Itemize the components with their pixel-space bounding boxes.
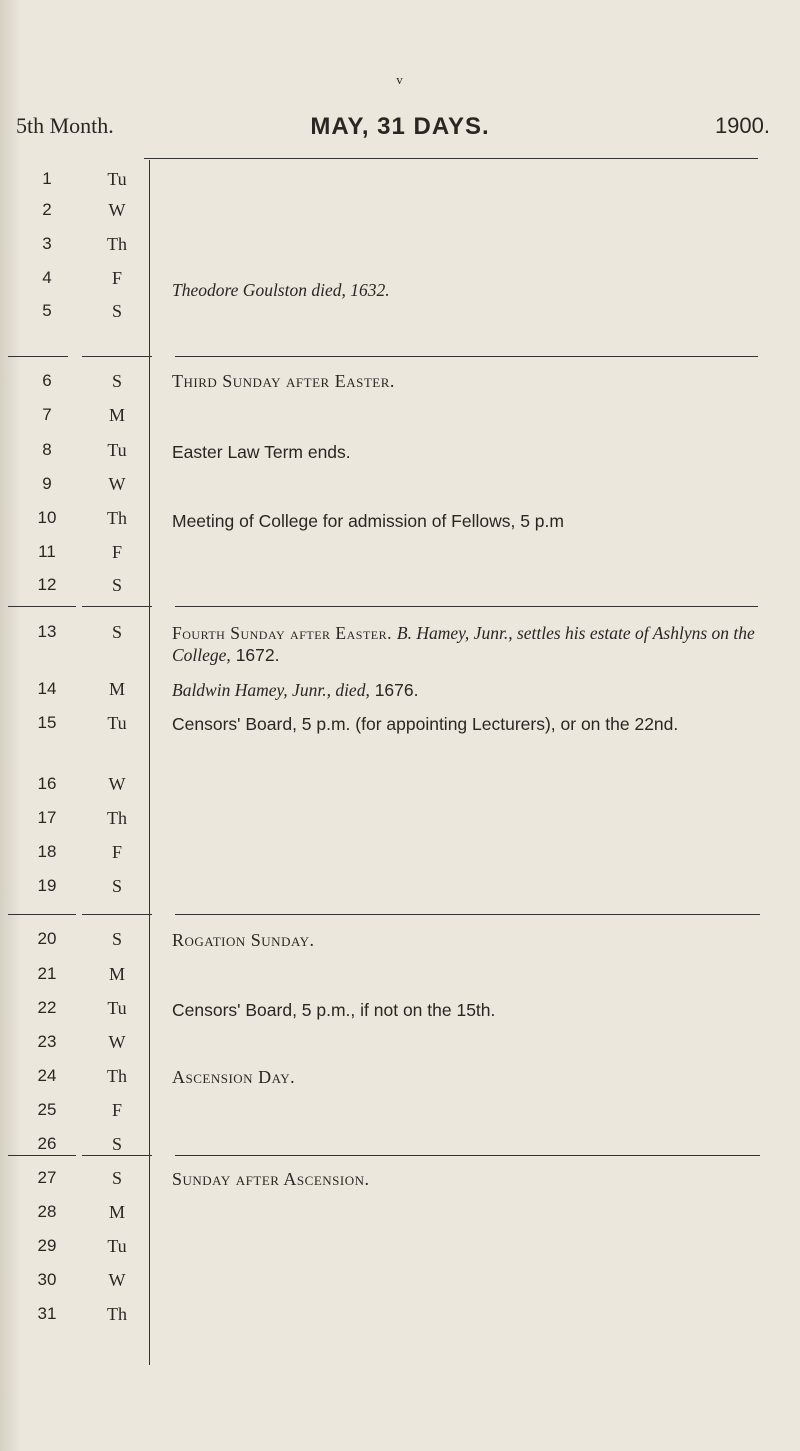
weekday: S <box>111 1168 122 1188</box>
weekday: S <box>111 622 122 642</box>
top-rule <box>144 158 758 159</box>
day-number: 21 <box>37 964 57 983</box>
column-divider <box>149 160 150 1365</box>
weekday: M <box>108 1202 125 1222</box>
day-number: 18 <box>37 842 57 861</box>
weekday: S <box>111 1134 122 1154</box>
note-third-sunday: Third Sunday after Easter. <box>172 371 395 391</box>
note-fellows-meeting: Meeting of College for admission of Fellows, 5 p.m <box>172 511 564 531</box>
day-number: 1 <box>42 169 52 188</box>
day-number: 20 <box>37 929 57 948</box>
weekday: F <box>111 542 122 562</box>
day-number: 22 <box>37 998 57 1017</box>
week-rule-note <box>175 1155 760 1156</box>
weekday: W <box>108 200 126 220</box>
day-number: 19 <box>37 876 57 895</box>
day-number: 5 <box>42 301 52 320</box>
note-sunday-after-ascension: Sunday after Ascension. <box>172 1169 370 1189</box>
day-number: 26 <box>37 1134 57 1153</box>
day-number: 13 <box>37 622 57 641</box>
day-number: 8 <box>42 440 52 459</box>
note-year: 1672. <box>235 645 280 665</box>
weekday: Tu <box>107 169 127 189</box>
weekday: Tu <box>107 440 127 460</box>
note-year: 1676. <box>374 680 419 700</box>
note-goulston <box>172 279 772 301</box>
weekday: S <box>111 301 122 321</box>
weekday: F <box>111 268 122 288</box>
note-text: Theodore Goulston died, 1632. <box>172 280 390 300</box>
week-rule-day <box>82 606 152 607</box>
day-number: 3 <box>42 234 52 253</box>
weekday: W <box>108 1270 126 1290</box>
weekday: Tu <box>107 998 127 1018</box>
week-rule-day <box>82 914 152 915</box>
weekday: W <box>108 1032 126 1052</box>
page-title: MAY, 31 DAYS. <box>310 113 490 140</box>
weekday: S <box>111 929 122 949</box>
day-number: 15 <box>37 713 57 732</box>
weekday: Th <box>107 508 127 528</box>
weekday: Th <box>107 1304 127 1324</box>
weekday: Th <box>107 1066 127 1086</box>
week-rule-note <box>175 356 758 357</box>
note-censors-board-15: Censors' Board, 5 p.m. (for appointing Lecturers), or on the 22nd. <box>172 714 679 734</box>
weekday: M <box>108 405 125 425</box>
page-signature: v <box>396 72 404 87</box>
note-hamey-death <box>172 679 772 701</box>
weekday: Th <box>107 234 127 254</box>
note-italic-text: Baldwin Hamey, Junr., died, <box>172 680 370 700</box>
day-number: 28 <box>37 1202 57 1221</box>
weekday: S <box>111 575 122 595</box>
day-number: 9 <box>42 474 52 493</box>
weekday: W <box>108 474 126 494</box>
week-rule-num <box>8 1155 76 1156</box>
weekday: Tu <box>107 1236 127 1256</box>
week-rule-num <box>8 356 68 357</box>
note-easter-term: Easter Law Term ends. <box>172 442 351 462</box>
note-ascension-day: Ascension Day. <box>172 1067 296 1087</box>
month-label: 5th Month. <box>16 113 114 138</box>
week-rule-num <box>8 606 76 607</box>
year-label: 1900. <box>714 113 770 138</box>
note-sc-text: Fourth Sunday after Easter. <box>172 623 393 643</box>
day-number: 14 <box>37 679 57 698</box>
day-number: 11 <box>38 542 56 561</box>
note-censors-board-22: Censors' Board, 5 p.m., if not on the 15th. <box>172 1000 496 1020</box>
day-number: 23 <box>37 1032 57 1051</box>
note-rogation-sunday: Rogation Sunday. <box>172 930 315 950</box>
day-number: 10 <box>37 508 57 527</box>
day-number: 2 <box>42 200 52 219</box>
weekday: Tu <box>107 713 127 733</box>
day-number: 17 <box>37 808 57 827</box>
week-rule-note <box>175 914 760 915</box>
weekday: F <box>111 1100 122 1120</box>
week-rule-num <box>8 914 76 915</box>
day-number: 27 <box>37 1168 57 1187</box>
weekday: W <box>108 774 126 794</box>
day-number: 6 <box>42 371 52 390</box>
day-number: 25 <box>37 1100 57 1119</box>
day-number: 4 <box>42 268 52 287</box>
weekday: M <box>108 964 125 984</box>
week-rule-day <box>82 1155 152 1156</box>
weekday: M <box>108 679 125 699</box>
day-number: 16 <box>37 774 57 793</box>
day-number: 31 <box>37 1304 57 1323</box>
weekday: Th <box>107 808 127 828</box>
day-number: 12 <box>37 575 57 594</box>
weekday: S <box>111 371 122 391</box>
weekday: S <box>111 876 122 896</box>
week-rule-day <box>82 356 152 357</box>
day-number: 7 <box>42 405 52 424</box>
day-number: 30 <box>37 1270 57 1289</box>
weekday: F <box>111 842 122 862</box>
note-italic-text: B. Hamey, Junr., settles his estate of Ashlyns on the College, <box>172 623 755 665</box>
note-fourth-sunday <box>172 622 772 666</box>
week-rule-note <box>175 606 758 607</box>
day-number: 24 <box>37 1066 57 1085</box>
day-number: 29 <box>37 1236 57 1255</box>
